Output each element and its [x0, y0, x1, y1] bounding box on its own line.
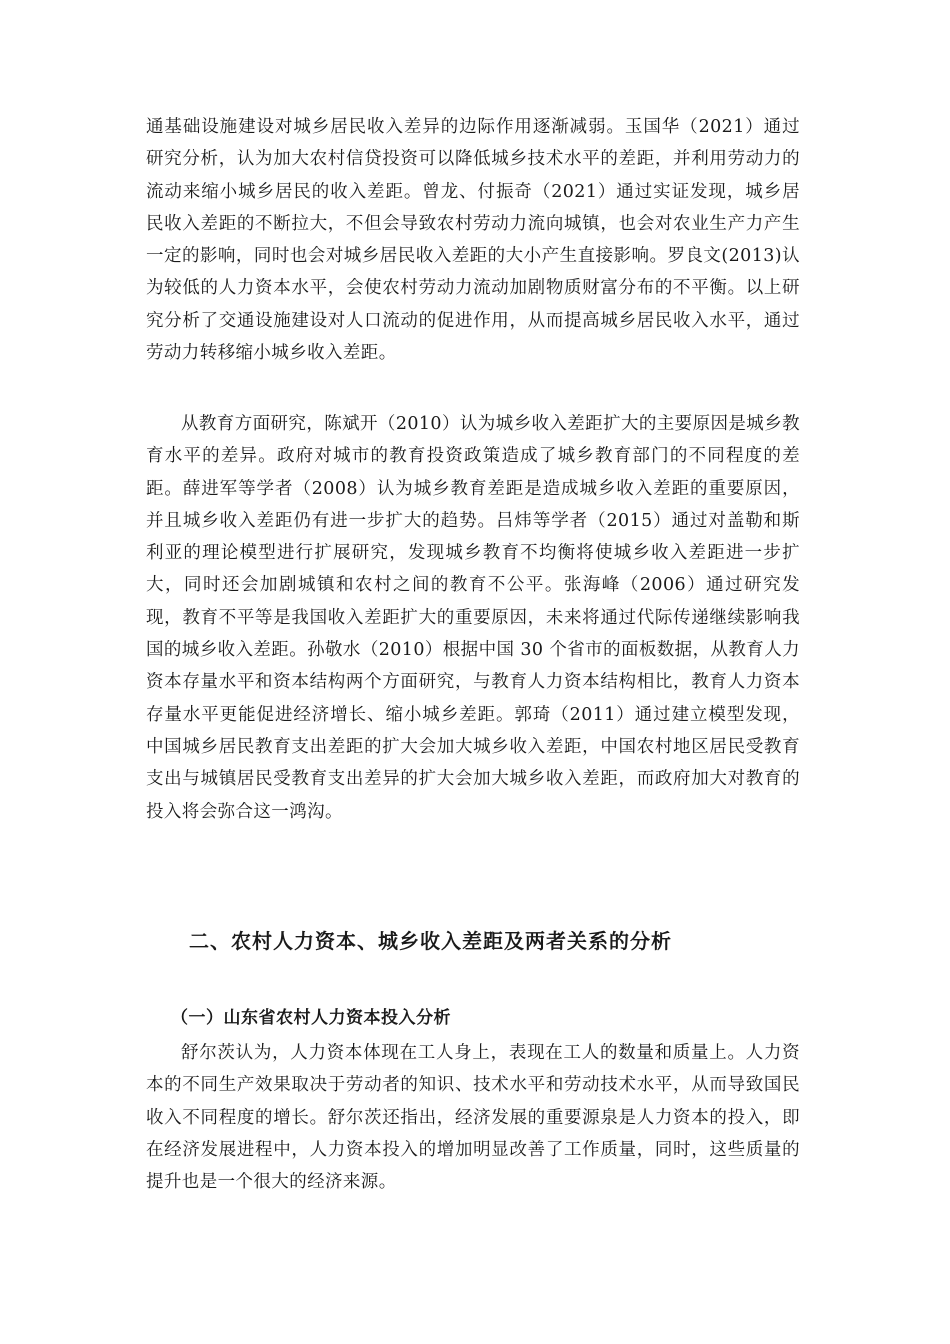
subsection-heading: （一）山东省农村人力资本投入分析 — [171, 1008, 451, 1028]
section-heading: 二、农村人力资本、城乡收入差距及两者关系的分析 — [189, 929, 672, 953]
paragraph-transport-infrastructure: 通基础设施建设对城乡居民收入差异的边际作用逐渐减弱。玉国华（2021）通过研究分析，认为加大农村信贷投资可以降低城乡技术水平的差距，并利用劳动力的流动来缩小城乡居民的收入差距。曾龙、付振奇（2021）通过实证发现，城乡居民收入差距的不断拉大，不但会导致农村劳动力流向城镇，也会对农业生产力产生一定的影响，同时也会对城乡居民收入差距的大小产生直接影响。罗良文(2013)认为较低的人力资本水平，会使农村劳动力流动加剧物质财富分布的不平衡。以上研究分析了交通设施建设对人口流动的促进作用，从而提高城乡居民收入水平，通过劳动力转移缩小城乡收入差距。 — [146, 117, 800, 364]
paragraph-education-research: 从教育方面研究，陈斌开（2010）认为城乡收入差距扩大的主要原因是城乡教育水平的差异。政府对城市的教育投资政策造成了城乡教育部门的不同程度的差距。薛进军等学者（2008）认为城乡教育差距是造成城乡收入差距的重要原因，并且城乡收入差距仍有进一步扩大的趋势。吕炜等学者（2015）通过对盖勒和斯利亚的理论模型进行扩展研究，发现城乡教育不均衡将使城乡收入差距进一步扩大，同时还会加剧城镇和农村之间的教育不公平。张海峰（2006）通过研究发现，教育不平等是我国收入差距扩大的重要原因，未来将通过代际传递继续影响我国的城乡收入差距。孙敬水（2010）根据中国 30 个省市的面板数据，从教育人力资本存量水平和资本结构两个方面研究，与教育人力资本结构相比，教育人力资本存量水平更能促进经济增长、缩小城乡差距。郭琦（2011）通过建立模型发现，中国城乡居民教育支出差距的扩大会加大城乡收入差距，中国农村地区居民受教育支出与城镇居民受教育支出差异的扩大会加大城乡收入差距，而政府加大对教育的投入将会弥合这一鸿沟。 — [146, 414, 800, 822]
paragraph-schultz-human-capital: 舒尔茨认为，人力资本体现在工人身上，表现在工人的数量和质量上。人力资本的不同生产效果取决于劳动者的知识、技术水平和劳动技术水平，从而导致国民收入不同程度的增长。舒尔茨还指出，经济发展的重要源泉是人力资本的投入，即在经济发展进程中，人力资本投入的增加明显改善了工作质量，同时，这些质量的提升也是一个很大的经济来源。 — [146, 1043, 800, 1193]
